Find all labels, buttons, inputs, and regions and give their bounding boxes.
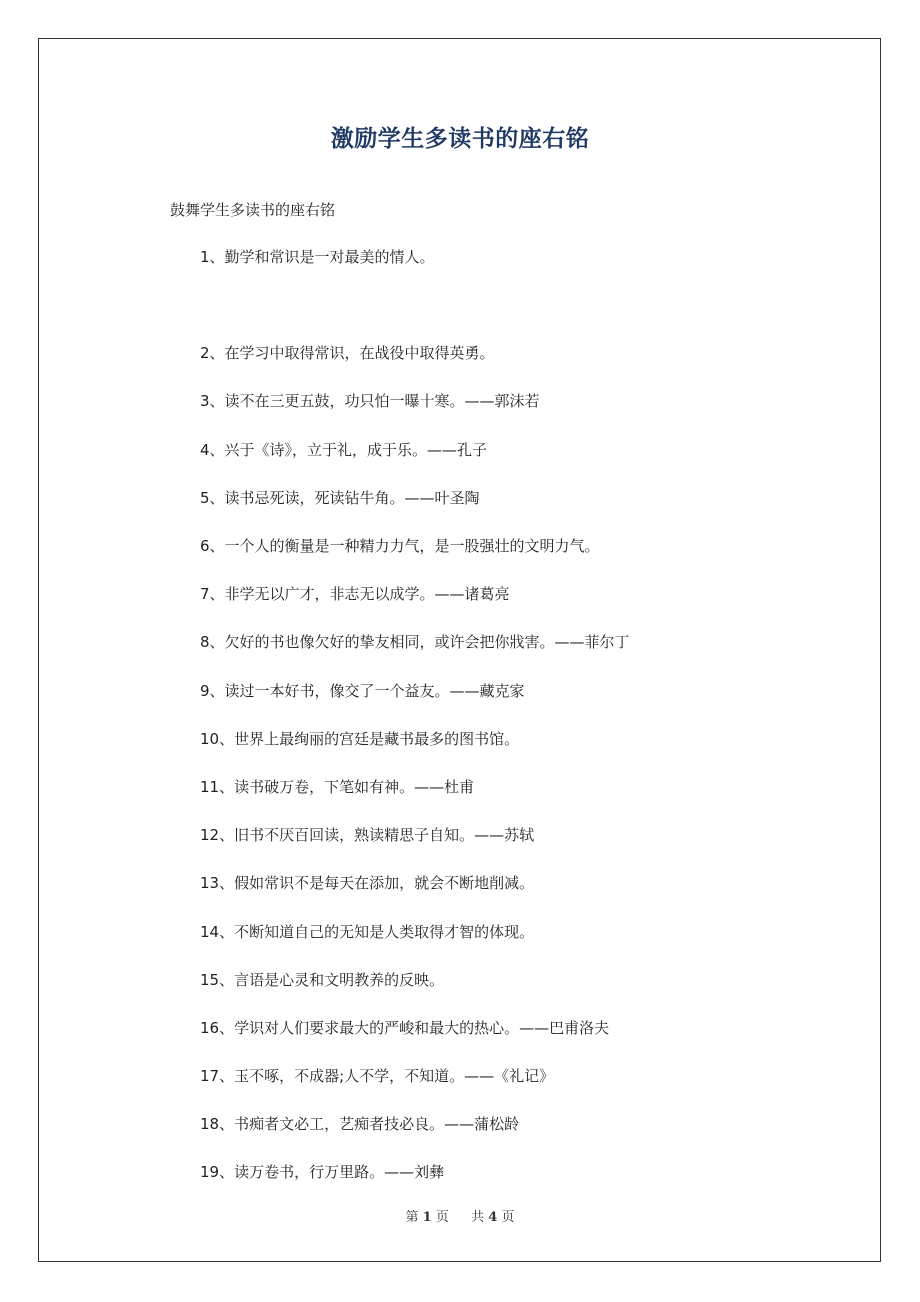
- list-item: 9、读过一本好书，像交了一个益友。——藏克家: [200, 682, 525, 700]
- list-item: 8、欠好的书也像欠好的挚友相同，或许会把你戕害。——菲尔丁: [200, 633, 630, 651]
- list-item: 18、书痴者文必工，艺痴者技必良。——蒲松龄: [200, 1115, 520, 1133]
- list-item: 17、玉不啄，不成器;人不学，不知道。——《礼记》: [200, 1067, 555, 1085]
- list-item: 12、旧书不厌百回读，熟读精思子自知。——苏轼: [200, 826, 535, 844]
- document-title: 激励学生多读书的座右铭: [330, 126, 590, 152]
- page-suffix: 页: [435, 1210, 449, 1225]
- list-item: 11、读书破万卷，下笔如有神。——杜甫: [200, 778, 475, 796]
- document-subtitle: 鼓舞学生多读书的座右铭: [170, 201, 336, 219]
- page-footer: [0, 1206, 920, 1225]
- total-prefix: 共: [471, 1210, 485, 1225]
- total-suffix: 页: [501, 1210, 515, 1225]
- list-item: 3、读不在三更五鼓，功只怕一曝十寒。——郭沫若: [200, 392, 540, 410]
- list-item: 16、学识对人们要求最大的严峻和最大的热心。——巴甫洛夫: [200, 1019, 610, 1037]
- list-item: 13、假如常识不是每天在添加，就会不断地削减。: [200, 874, 535, 892]
- list-item: 19、读万卷书，行万里路。——刘彝: [200, 1163, 445, 1181]
- list-item: 15、言语是心灵和文明教养的反映。: [200, 971, 445, 989]
- list-item: 14、不断知道自己的无知是人类取得才智的体现。: [200, 923, 535, 941]
- list-item: 1、勤学和常识是一对最美的情人。: [200, 248, 435, 266]
- page-total: 4: [488, 1210, 498, 1225]
- page-current: 1: [422, 1210, 432, 1225]
- list-item: 6、一个人的衡量是一种精力力气，是一股强壮的文明力气。: [200, 537, 600, 555]
- list-item: 7、非学无以广才，非志无以成学。——诸葛亮: [200, 585, 510, 603]
- list-item: 10、世界上最绚丽的宫廷是藏书最多的图书馆。: [200, 730, 520, 748]
- list-item: 2、在学习中取得常识，在战役中取得英勇。: [200, 344, 495, 362]
- list-item: 5、读书忌死读，死读钻牛角。——叶圣陶: [200, 489, 480, 507]
- page-prefix: 第: [405, 1210, 419, 1225]
- list-item: 4、兴于《诗》，立于礼，成于乐。——孔子: [200, 441, 488, 459]
